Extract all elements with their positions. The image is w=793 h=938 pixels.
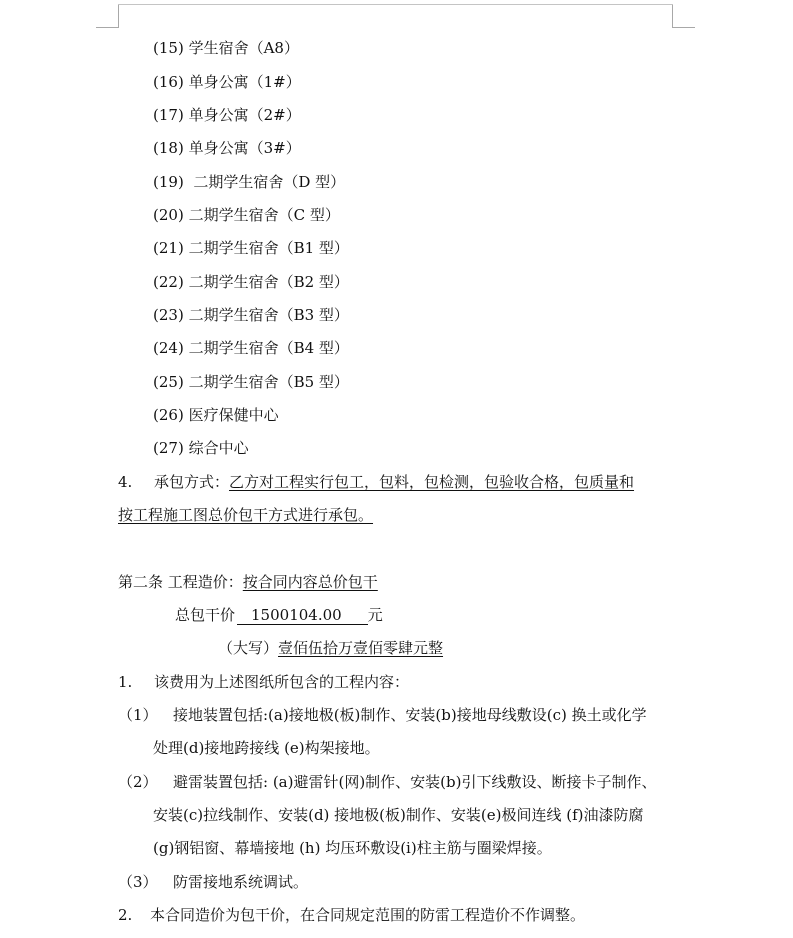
list-item: (20) 二期学生宿舍（C 型） [153,206,340,224]
subclause2-text-line3: (g)钢铝窗、幕墙接地 (h) 均压环敷设(i)柱主筋与圈梁焊接。 [153,839,552,857]
subclause2-line1 [118,772,656,792]
item4-line2 [118,505,373,525]
item4-text-line1: 乙方对工程实行包工，包料，包检测，包验收合格，包质量和 [229,473,635,491]
subclause1-text-line2: 处理(d)接地跨接线 (e)构架接地。 [153,739,380,757]
subclause2-text-line2: 安装(c)拉线制作、安装(d) 接地极(板)制作、安装(e)极间连线 (f)油漆防腐 [153,806,644,824]
list-item: (21) 二期学生宿舍（B1 型） [153,239,349,257]
list-item: (23) 二期学生宿舍（B3 型） [153,306,349,324]
subclause1-number: （1） [118,706,158,724]
subclause2-line2 [153,805,644,825]
clause1-text: 该费用为上述图纸所包含的工程内容： [154,673,410,691]
list-item: (27) 综合中心 [153,439,249,457]
article2-heading-label: 第二条 工程造价： [118,573,243,591]
total-price-value: 1500104.00 [237,606,368,625]
list-item: (19) 二期学生宿舍（D 型） [153,173,346,191]
item4-text-line2: 按工程施工图总价包干方式进行承包。 [118,506,374,524]
page-top-border [118,4,673,5]
capital-label: （大写） [218,639,279,657]
crop-mark-left-horizontal [96,27,118,28]
list-item: (16) 单身公寓（1#） [153,73,301,91]
subclause2-text-line1: 避雷装置包括: (a)避雷针(网)制作、安装(b)引下线敷设、断接卡子制作、 [173,773,657,791]
article2-heading [118,572,378,592]
capital-amount-line [218,638,443,658]
article2-heading-value: 按合同内容总价包干 [242,573,378,591]
list-item: (26) 医疗保健中心 [153,406,279,424]
clause2-number: 2. [118,906,133,924]
subclause2-number: （2） [118,773,158,791]
list-item: (25) 二期学生宿舍（B5 型） [153,373,349,391]
list-item: (17) 单身公寓（2#） [153,106,301,124]
list-item: (15) 学生宿舍（A8） [153,39,299,57]
total-price-label: 总包干价 [175,606,236,624]
item4-label: 承包方式： [154,473,230,491]
clause1-number: 1. [118,673,133,691]
total-price-unit: 元 [367,606,383,624]
subclause1-line2 [153,738,380,758]
total-price-line [175,605,383,625]
item4-number: 4. [118,473,133,491]
crop-mark-right-vertical [672,4,673,28]
crop-mark-right-horizontal [673,27,695,28]
clause1 [118,672,409,692]
subclause3-text: 防雷接地系统调试。 [173,873,309,891]
subclause3 [118,872,308,892]
clause2-text: 本合同造价为包干价，在合同规定范围的防雷工程造价不作调整。 [150,906,586,924]
clause2 [118,905,585,925]
subclause3-number: （3） [118,873,158,891]
list-item: (22) 二期学生宿舍（B2 型） [153,273,349,291]
list-item: (18) 单身公寓（3#） [153,139,301,157]
crop-mark-left-vertical [118,4,119,28]
subclause1-text-line1: 接地装置包括:(a)接地极(板)制作、安装(b)接地母线敷设(c) 换土或化学 [173,706,647,724]
subclause1-line1 [118,705,647,725]
item4-line1 [118,472,634,492]
capital-value: 壹佰伍拾万壹佰零肆元整 [278,639,444,657]
subclause2-line3 [153,838,552,858]
list-item: (24) 二期学生宿舍（B4 型） [153,339,349,357]
